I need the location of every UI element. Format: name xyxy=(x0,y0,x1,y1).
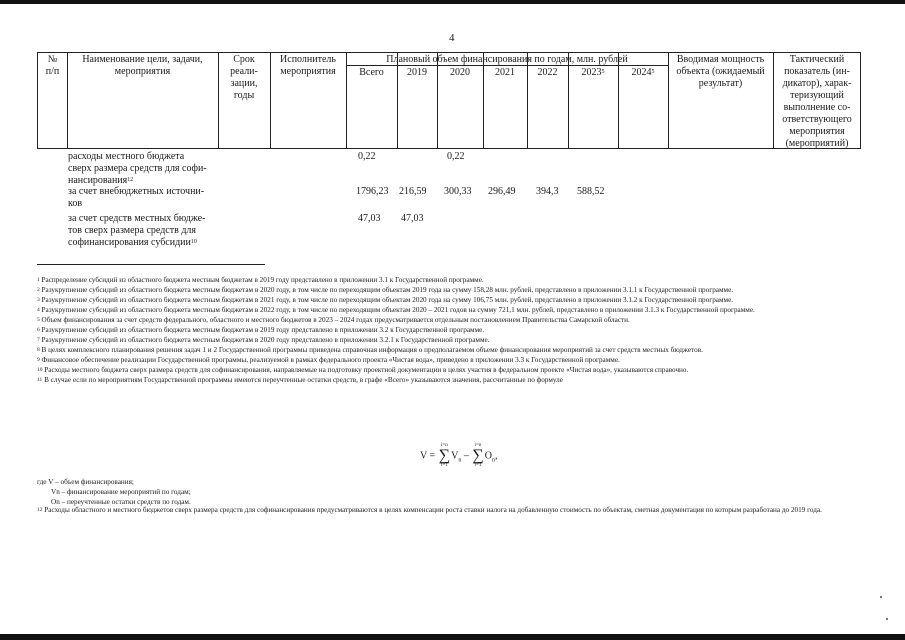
header-line: зации, xyxy=(230,78,258,89)
footnote-text: Разукрупнение субсидий из областного бюджета местным бюджетам в 2020 году представлено в приложении 3.2.1 к Государственной программе. xyxy=(41,336,490,344)
table-row-name xyxy=(68,151,218,187)
sum-lower-limit: i=1 xyxy=(441,463,448,468)
scan-top-border xyxy=(0,0,905,4)
header-line: № xyxy=(47,54,58,65)
header-line: Наименование цели, задачи, xyxy=(82,54,203,65)
footnote xyxy=(37,506,883,515)
footnote-mark: 6 xyxy=(37,327,40,333)
footnote-mark: 5 xyxy=(37,317,40,323)
header-year-2021: 2021 xyxy=(495,67,515,78)
sum-upper-limit: i=n xyxy=(474,443,482,448)
row-name-line: за счет внебюджетных источни- xyxy=(68,186,205,197)
header-line: Тактический xyxy=(789,54,845,65)
footnote-mark: 5 xyxy=(601,69,605,75)
row-value-2019: 47,03 xyxy=(401,213,424,224)
row-value-2020: 300,33 xyxy=(444,186,472,197)
table-row-name xyxy=(68,213,228,249)
footnote xyxy=(37,276,883,285)
footnote xyxy=(37,346,883,355)
footnote-mark: 5 xyxy=(651,69,655,75)
footnote-text: В целях комплексного планирования решения задач 1 и 2 Государственной программы приведена справочная информация о предполагаемом объеме финансирования мероприятий за счет средств местных бюджетов. xyxy=(41,346,703,354)
footnote-text: Распределение субсидий из областного бюджета местным бюджетам в 2019 году представлено в приложении 3.1 к Государственной программе. xyxy=(41,276,484,284)
header-term xyxy=(218,54,270,102)
footnote xyxy=(37,306,883,315)
footnote-text: Разукрупнение субсидий из областного бюджета местным бюджетам в 2022 году, в том числе по переходящим объектам 2020 – 2021 годов на сумму 721,1 млн. рублей, представлено в приложении 3.1.3 к Государственной программе. xyxy=(41,306,755,314)
footnote-mark: 4 xyxy=(37,307,40,313)
row-value-2021: 296,49 xyxy=(488,186,516,197)
footnote-text: Расходы областного и местного бюджетов сверх размера средств для софинансирования предусматриваются в целях компенсации роста ставки налога на добавленную стоимость по объектам, сметная документация по которым разработана до 2019 года. xyxy=(44,506,822,514)
row-value-2023: 588,52 xyxy=(577,186,605,197)
footnote xyxy=(37,296,883,305)
footnote-mark: 3 xyxy=(37,297,40,303)
header-executor xyxy=(270,54,346,78)
header-year-2023 xyxy=(568,67,618,79)
header-line: мероприятия xyxy=(114,66,171,77)
footnote-text: В случае если по мероприятиям Государственной программы имеются переучтенные остатки средств, в графе «Всего» указываются значения, рассчитанные по формуле xyxy=(44,376,563,384)
header-number xyxy=(38,54,67,78)
row-name-line: тов сверх размера средств для xyxy=(68,225,196,236)
header-line: реали- xyxy=(230,66,258,77)
year-label: 2024 xyxy=(631,67,652,78)
formula-operator: – xyxy=(463,450,469,462)
footnote-text: Разукрупнение субсидий из областного бюджета местным бюджетам в 2020 году, в том числе по переходящим объектам 2019 года на сумму 158,28 млн. рублей, представлено в приложении 3.1.1 к Государственной программе. xyxy=(41,286,734,294)
row-name-line: расходы местного бюджета xyxy=(68,151,185,162)
header-line: объекта (ожидаемый xyxy=(676,66,765,77)
footnote xyxy=(37,336,883,345)
footnotes xyxy=(37,276,883,386)
definition-line: On – переучтенные остатки средств по годам. xyxy=(51,498,191,506)
header-year-2020: 2020 xyxy=(450,67,470,78)
formula-lhs: V = xyxy=(420,450,436,462)
header-line: мероприятия xyxy=(789,126,845,137)
row-value-2022: 394,3 xyxy=(536,186,559,197)
sum-lower-limit: i=1 xyxy=(474,463,482,468)
header-indicator xyxy=(773,54,861,150)
table-header xyxy=(37,52,861,149)
footnote-text: Объем финансирования за счет средств федерального, областного и местного бюджетов в 2023 – 2024 годах предусматривается отдельным постановлением Правительства Самарской области. xyxy=(41,316,630,324)
footnote xyxy=(37,366,883,375)
footnote-mark: 11 xyxy=(37,377,43,383)
scan-bottom-border xyxy=(0,634,905,640)
footnote xyxy=(37,356,883,365)
footnote xyxy=(37,326,883,335)
formula-punctuation: , xyxy=(494,450,498,462)
header-line: ответствующего xyxy=(782,114,852,125)
header-year-2024 xyxy=(618,67,668,79)
header-line: выполнение со- xyxy=(783,102,851,113)
header-line: Исполнитель xyxy=(280,54,336,65)
header-line: Вводимая мощность xyxy=(676,54,765,65)
sum-sign xyxy=(439,443,450,469)
footnote xyxy=(37,316,883,325)
footnote-mark: 12 xyxy=(37,507,43,513)
footnote-mark: 8 xyxy=(37,347,40,353)
header-line: дикатор), харак- xyxy=(782,78,852,89)
header-line: мероприятия xyxy=(280,66,336,77)
header-line: (мероприятий) xyxy=(785,138,849,149)
footnote-text: Разукрупнение субсидий из областного бюджета местным бюджетам в 2019 году представлено в приложении 3.2 к Государственной программе. xyxy=(41,326,485,334)
page-number: 4 xyxy=(449,32,455,44)
table-row-name xyxy=(68,186,218,210)
row-value-2019: 216,59 xyxy=(399,186,427,197)
row-total: 47,03 xyxy=(358,213,381,224)
row-total: 1796,23 xyxy=(356,186,389,197)
header-line: п/п xyxy=(45,66,60,77)
footnote-mark: 12 xyxy=(127,177,134,183)
sum-sign xyxy=(472,443,483,469)
sum-upper-limit: i=n xyxy=(441,443,448,448)
year-label: 2023 xyxy=(581,67,602,78)
formula-term: V xyxy=(451,450,459,462)
footnote-mark: 9 xyxy=(37,357,40,363)
header-year-2022: 2022 xyxy=(537,67,558,78)
footnote-text: Финансовое обеспечение реализации Государственной программы, реализуемой в рамках федерального проекта «Чистая вода», приведено в приложении 3.3 к Государственной программе. xyxy=(41,356,620,364)
header-year-2019: 2019 xyxy=(407,67,427,78)
footnote-mark: 7 xyxy=(37,337,40,343)
footnote-mark: 10 xyxy=(37,367,43,373)
footnote-text: Разукрупнение субсидий из областного бюджета местным бюджетам в 2021 году, в том числе по переходящим объектам 2020 года на сумму 106,75 млн. рублей, представлено в приложении 3.1.2 к Государственной программе. xyxy=(41,296,734,304)
row-name-line: ков xyxy=(68,198,83,209)
footnote xyxy=(37,376,883,385)
scan-speck xyxy=(886,618,888,620)
footnote xyxy=(37,286,883,295)
formula-subscript: n xyxy=(458,457,462,464)
definition-line: где V – объем финансирования; xyxy=(37,478,134,486)
formula-definitions xyxy=(37,477,191,507)
row-total: 0,22 xyxy=(358,151,376,162)
row-name-line: сверх размера средств для софи- xyxy=(68,163,207,174)
footnote-text: Расходы местного бюджета сверх размера средств для софинансирования, направляемые на подготовку проектной документации в целях участия в федеральном проекте «Чистая вода», указываются справочно. xyxy=(44,366,689,374)
definition-line: Vn – финансирование мероприятий по годам; xyxy=(51,488,191,496)
scan-speck xyxy=(880,596,882,598)
footnote-mark: 10 xyxy=(190,239,197,245)
formula xyxy=(420,443,497,469)
footnote-separator xyxy=(37,264,265,265)
header-line: результат) xyxy=(698,78,743,89)
header-total: Всего xyxy=(359,67,384,78)
row-name-line: за счет средств местных бюдже- xyxy=(68,213,206,224)
header-line: теризующий xyxy=(790,90,844,101)
row-value-2020: 0,22 xyxy=(447,151,465,162)
formula-subscript: n xyxy=(491,457,495,464)
row-name-line: нансирования xyxy=(68,175,128,186)
footnote-mark: 2 xyxy=(37,287,40,293)
row-name-line: софинансирования субсидии xyxy=(68,237,191,248)
header-line: Срок xyxy=(233,54,255,65)
footnote-mark: 1 xyxy=(37,277,40,283)
header-plan-title: Плановый объем финансирования по годам, млн. рублей xyxy=(386,54,628,65)
header-name xyxy=(67,54,218,78)
sigma-icon: ∑ xyxy=(472,447,484,464)
header-line: показатель (ин- xyxy=(784,66,850,77)
formula-term: O xyxy=(484,450,492,462)
header-line: годы xyxy=(233,90,255,101)
header-capacity xyxy=(668,54,773,90)
sigma-icon: ∑ xyxy=(438,447,451,464)
